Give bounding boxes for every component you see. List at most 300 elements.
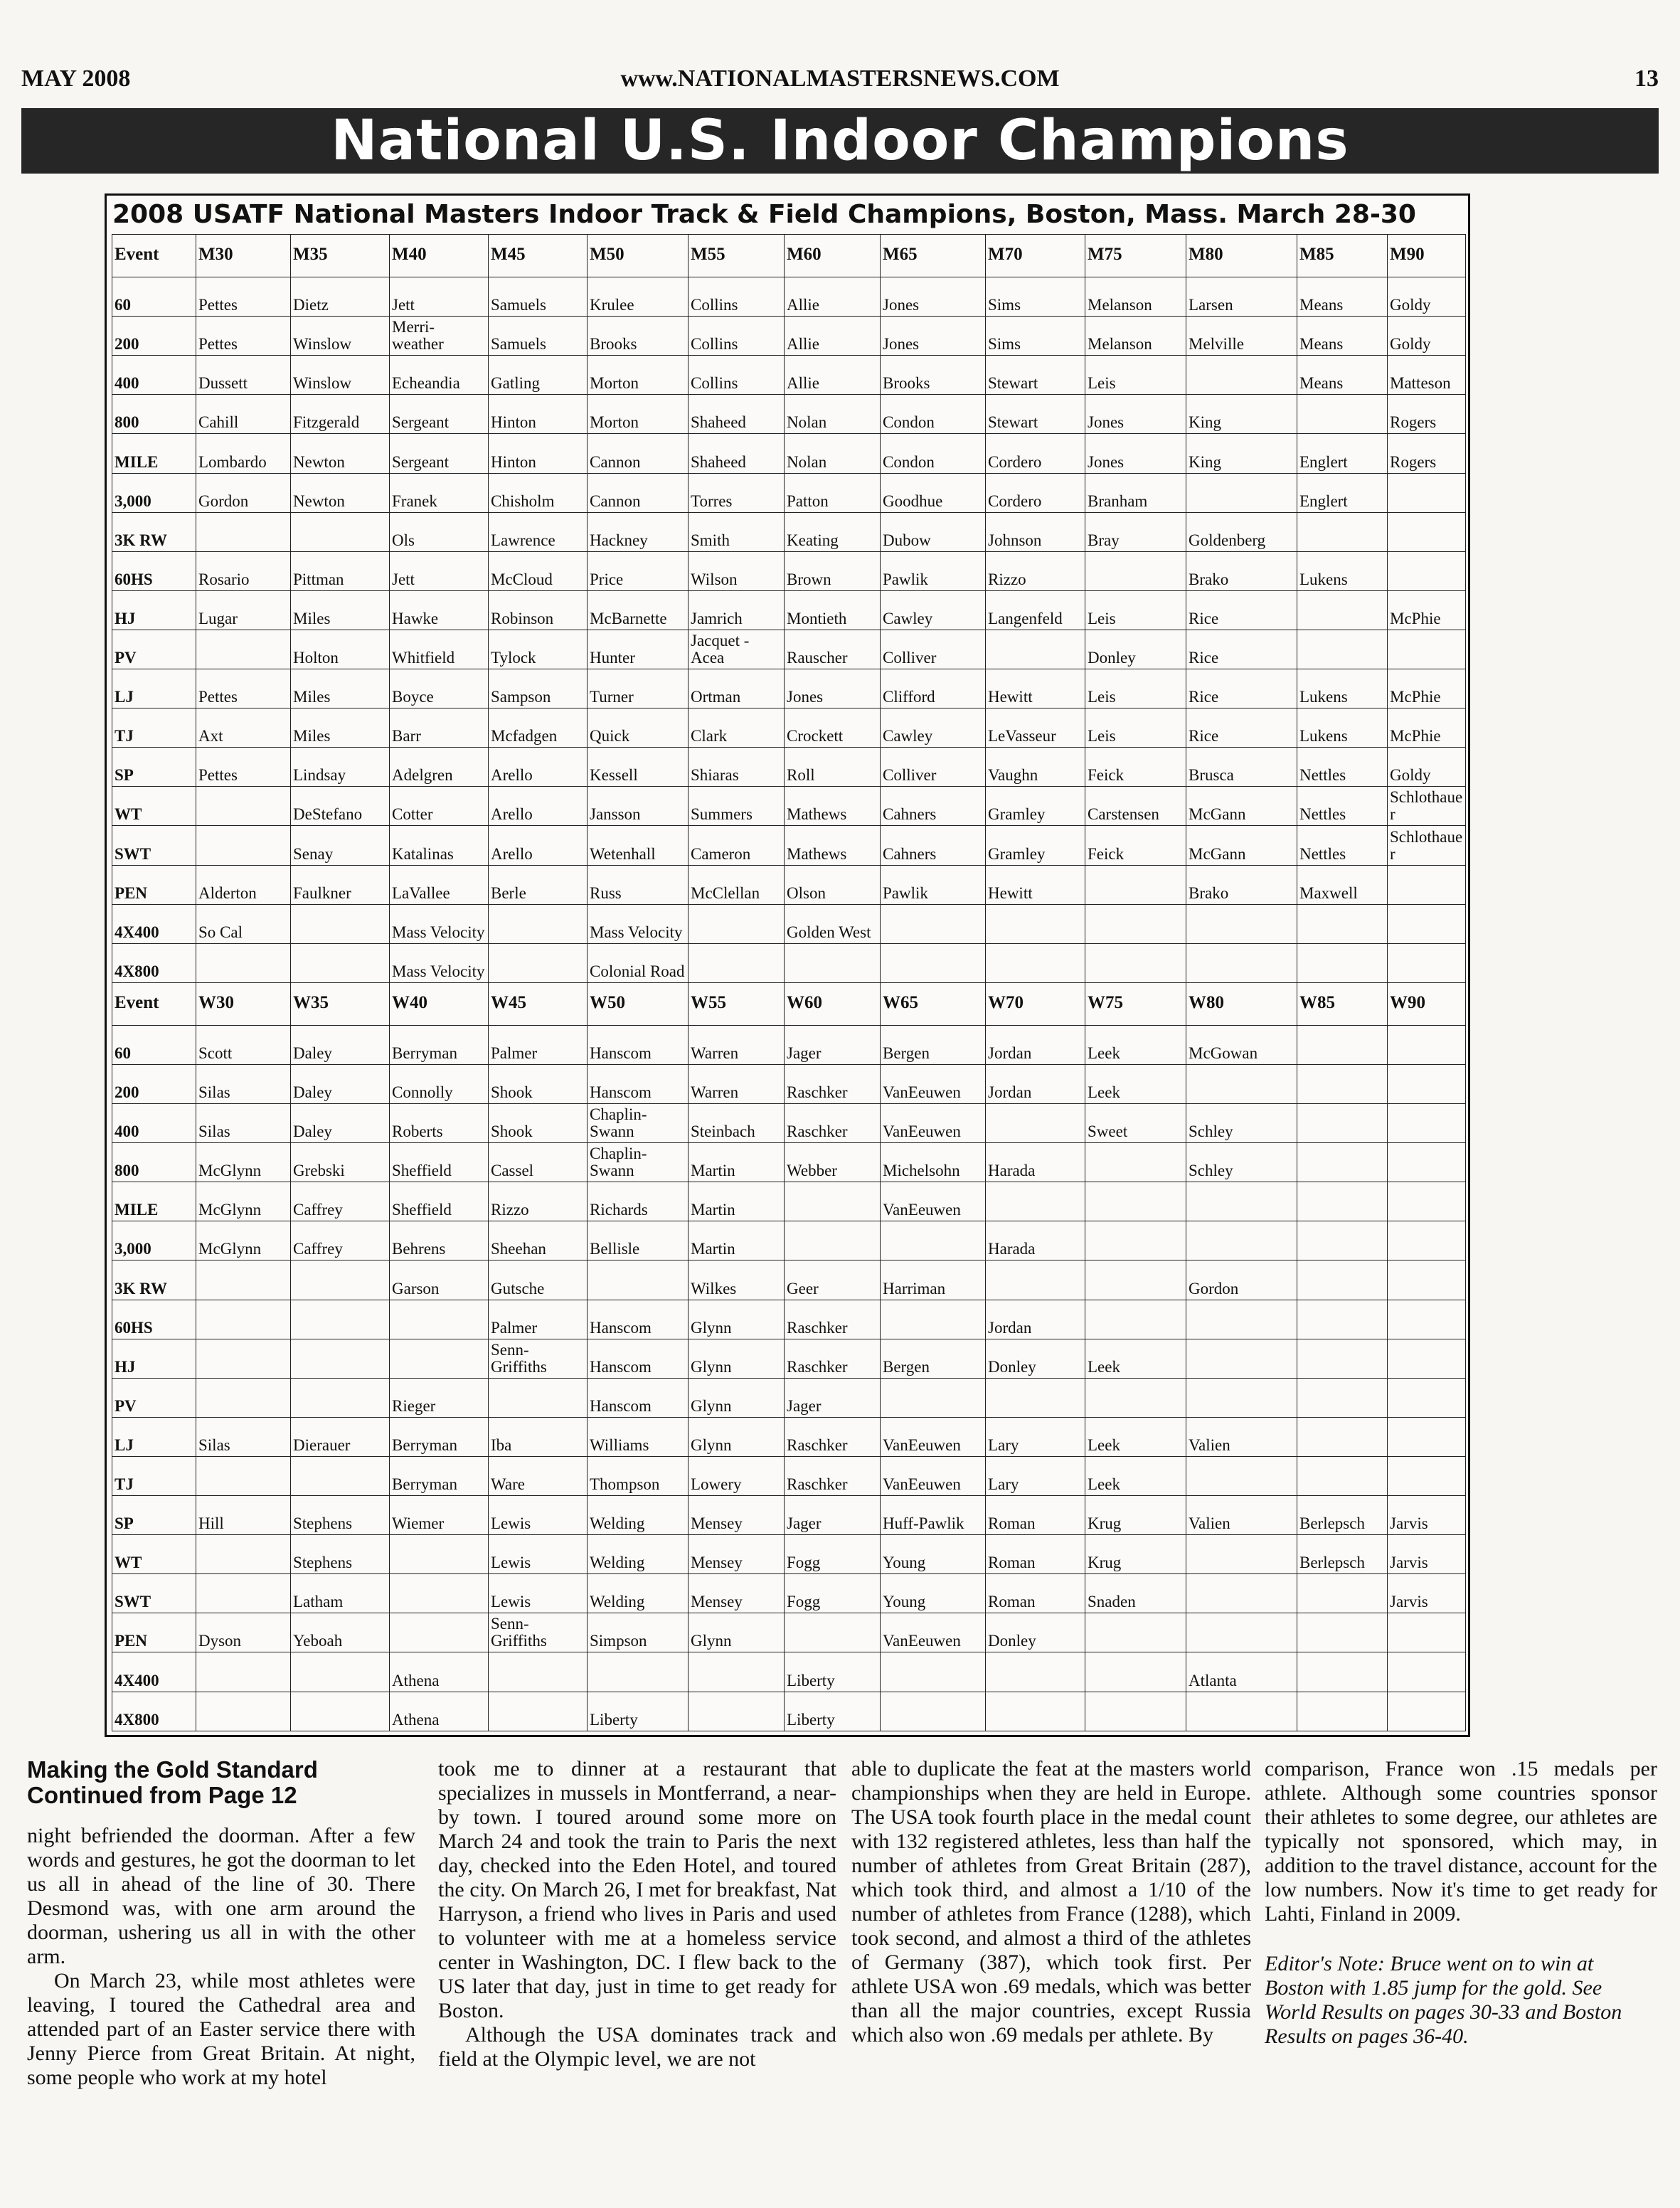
article-paragraph: able to duplicate the feat at the masters world championships when they are held in Europe. The USA took fourth place in the medal count with 132 registered athletes, less than half the number of athletes from Great Britain (287), which took third, and almost a 1/10 of the number of athletes from France (1288), which took second, and almost a third of the athletes of Germany (387), which took first. Per athlete USA won .69 medals, which was better than all the major countries, except Russia which also won .69 medals per athlete. By <box>851 1757 1251 2047</box>
champion-cell: Keating <box>785 512 881 551</box>
champion-cell: Pittman <box>291 551 390 590</box>
champion-cell: Brooks <box>588 317 689 356</box>
champion-cell: Leis <box>1085 356 1186 395</box>
table-row <box>112 865 1466 904</box>
champion-cell: Lindsay <box>291 748 390 787</box>
champion-cell: Gordon <box>1186 1260 1297 1300</box>
champion-cell <box>1186 1535 1297 1574</box>
champion-cell: Wiemer <box>390 1496 489 1535</box>
champion-cell: Lowery <box>689 1456 785 1495</box>
champion-cell: Shook <box>489 1104 588 1143</box>
champion-cell: Glynn <box>689 1339 785 1378</box>
champion-cell <box>785 943 881 982</box>
champion-cell: Collins <box>689 277 785 317</box>
champion-cell: Jordan <box>986 1065 1085 1104</box>
age-group-header: W45 <box>489 982 588 1025</box>
champion-cell: Yeboah <box>291 1613 390 1652</box>
champion-cell: Young <box>881 1535 986 1574</box>
champion-cell: Mcfadgen <box>489 708 588 748</box>
event-cell: 60HS <box>112 551 196 590</box>
champion-cell <box>1388 1456 1466 1495</box>
champion-cell: Allie <box>785 277 881 317</box>
champion-cell: Caffrey <box>291 1182 390 1221</box>
champion-cell <box>1388 1613 1466 1652</box>
champion-cell: Jacquet -Acea <box>689 630 785 669</box>
champion-cell: Jones <box>1085 434 1186 473</box>
article-paragraph: comparison, France won .15 medals per athlete. Although some countries sponsor their athletes to some degree, our athletes are typically not sponsored, which may, in addition to the travel distance, account for the low numbers. Now it's time to get ready for Lahti, Finland in 2009. <box>1265 1757 1657 1926</box>
champion-cell: Hackney <box>588 512 689 551</box>
champion-cell: Cahners <box>881 826 986 865</box>
champion-cell <box>1085 551 1186 590</box>
champion-cell <box>1186 1456 1297 1495</box>
champion-cell <box>1186 1339 1297 1378</box>
champion-cell <box>1085 904 1186 943</box>
champion-cell <box>1388 1260 1466 1300</box>
champion-cell: Rice <box>1186 669 1297 708</box>
champion-cell <box>1388 1652 1466 1692</box>
champion-cell: Dussett <box>196 356 291 395</box>
champion-cell: Pawlik <box>881 865 986 904</box>
champion-cell: Samuels <box>489 317 588 356</box>
page-number: 13 <box>1634 65 1659 92</box>
champion-cell: Arello <box>489 826 588 865</box>
event-column-header: Event <box>112 982 196 1025</box>
champion-cell: Richards <box>588 1182 689 1221</box>
champion-cell: Daley <box>291 1065 390 1104</box>
champion-cell <box>1297 1025 1388 1064</box>
champion-cell: Lukens <box>1297 708 1388 748</box>
champion-cell: Martin <box>689 1221 785 1260</box>
champion-cell: Means <box>1297 277 1388 317</box>
champion-cell: Caffrey <box>291 1221 390 1260</box>
champion-cell: VanEeuwen <box>881 1417 986 1456</box>
champion-cell: Huff-Pawlik <box>881 1496 986 1535</box>
champion-cell: Boyce <box>390 669 489 708</box>
table-row <box>112 630 1466 669</box>
champion-cell: Colliver <box>881 630 986 669</box>
section-banner: National U.S. Indoor Champions <box>21 108 1659 174</box>
champion-cell: VanEeuwen <box>881 1104 986 1143</box>
champion-cell <box>291 1378 390 1417</box>
editor-note: Editor's Note: Bruce went on to win at Boston with 1.85 jump for the gold. See World Results on pages 30-33 and Boston Results on pages 36-40. <box>1265 1952 1622 2048</box>
age-group-header: W80 <box>1186 982 1297 1025</box>
champion-cell: Warren <box>689 1025 785 1064</box>
champion-cell: Pettes <box>196 669 291 708</box>
champion-cell: Condon <box>881 395 986 434</box>
champion-cell <box>1297 904 1388 943</box>
event-cell: 60HS <box>112 1300 196 1339</box>
champion-cell: Lewis <box>489 1574 588 1613</box>
champion-cell: Turner <box>588 669 689 708</box>
champion-cell: Cahill <box>196 395 291 434</box>
women-header-row <box>112 982 1466 1025</box>
champion-cell: Gramley <box>986 787 1085 826</box>
event-cell: 60 <box>112 277 196 317</box>
champion-cell <box>1388 1182 1466 1221</box>
champion-cell <box>1186 1613 1297 1652</box>
champion-cell: Schlothauer <box>1388 787 1466 826</box>
age-group-header: W90 <box>1388 982 1466 1025</box>
champion-cell <box>291 1652 390 1692</box>
champion-cell: Raschker <box>785 1065 881 1104</box>
table-row <box>112 473 1466 512</box>
champion-cell: Hanscom <box>588 1300 689 1339</box>
champion-cell: Hanscom <box>588 1339 689 1378</box>
champions-table-box <box>105 193 1470 1737</box>
champion-cell: Colonial Road <box>588 943 689 982</box>
champion-cell: Clifford <box>881 669 986 708</box>
event-cell: SP <box>112 1496 196 1535</box>
champion-cell: Hawke <box>390 590 489 630</box>
champion-cell: Jones <box>881 277 986 317</box>
event-cell: 3K RW <box>112 512 196 551</box>
event-cell: 400 <box>112 1104 196 1143</box>
champion-cell <box>196 1260 291 1300</box>
champion-cell <box>1388 1065 1466 1104</box>
champion-cell <box>1297 590 1388 630</box>
champion-cell: Englert <box>1297 473 1388 512</box>
champion-cell: Johnson <box>986 512 1085 551</box>
champion-cell: Mathews <box>785 787 881 826</box>
champion-cell: Shaheed <box>689 434 785 473</box>
champion-cell <box>689 1692 785 1731</box>
champion-cell: Roman <box>986 1535 1085 1574</box>
champion-cell <box>1186 1221 1297 1260</box>
champion-cell <box>390 1300 489 1339</box>
men-header-row <box>112 235 1466 277</box>
champion-cell <box>1388 551 1466 590</box>
age-group-header: M90 <box>1388 235 1466 277</box>
event-cell: LJ <box>112 669 196 708</box>
event-cell: 200 <box>112 317 196 356</box>
table-row <box>112 317 1466 356</box>
event-cell: PEN <box>112 1613 196 1652</box>
article-column-2 <box>438 1757 836 2071</box>
champion-cell: Stewart <box>986 356 1085 395</box>
champion-cell: Goldy <box>1388 317 1466 356</box>
event-cell: 4X800 <box>112 943 196 982</box>
champion-cell: Barr <box>390 708 489 748</box>
champion-cell: Clark <box>689 708 785 748</box>
table-row <box>112 748 1466 787</box>
champion-cell: Stephens <box>291 1535 390 1574</box>
champion-cell: Grebski <box>291 1143 390 1182</box>
champion-cell: Branham <box>1085 473 1186 512</box>
champion-cell: Gramley <box>986 826 1085 865</box>
champion-cell <box>1388 1417 1466 1456</box>
champion-cell: Newton <box>291 434 390 473</box>
champion-cell: Schlothauer <box>1388 826 1466 865</box>
champion-cell: Nettles <box>1297 826 1388 865</box>
article-paragraph: On March 23, while most athletes were leaving, I toured the Cathedral area and attended part of an Easter service there with Jenny Pierce from Great Britain. At night, some people who work at my hotel <box>27 1969 415 2089</box>
champion-cell: Englert <box>1297 434 1388 473</box>
champion-cell <box>1388 1143 1466 1182</box>
age-group-header: W55 <box>689 982 785 1025</box>
champion-cell: Rice <box>1186 590 1297 630</box>
champion-cell <box>588 1260 689 1300</box>
champion-cell: Brown <box>785 551 881 590</box>
champion-cell: Berryman <box>390 1417 489 1456</box>
champion-cell: Senay <box>291 826 390 865</box>
champion-cell: McGowan <box>1186 1025 1297 1064</box>
table-row <box>112 708 1466 748</box>
champion-cell: Lombardo <box>196 434 291 473</box>
champion-cell: Smith <box>689 512 785 551</box>
champion-cell: Bray <box>1085 512 1186 551</box>
champion-cell: Hanscom <box>588 1025 689 1064</box>
champion-cell: Sims <box>986 317 1085 356</box>
champion-cell: VanEeuwen <box>881 1613 986 1652</box>
age-group-header: W35 <box>291 982 390 1025</box>
event-cell: 4X800 <box>112 1692 196 1731</box>
champion-cell <box>1297 1652 1388 1692</box>
table-row <box>112 787 1466 826</box>
champion-cell: Cordero <box>986 473 1085 512</box>
age-group-header: W60 <box>785 982 881 1025</box>
champion-cell: Cameron <box>689 826 785 865</box>
champion-cell: Donley <box>986 1613 1085 1652</box>
champion-cell <box>1388 630 1466 669</box>
champion-cell: Hunter <box>588 630 689 669</box>
champion-cell <box>1388 1300 1466 1339</box>
champion-cell <box>1186 473 1297 512</box>
champion-cell <box>489 904 588 943</box>
champion-cell: Leis <box>1085 590 1186 630</box>
table-row <box>112 434 1466 473</box>
champion-cell: Maxwell <box>1297 865 1388 904</box>
event-column-header: Event <box>112 235 196 277</box>
champion-cell: Collins <box>689 317 785 356</box>
champion-cell <box>1085 1613 1186 1652</box>
champion-cell: Leek <box>1085 1417 1186 1456</box>
champion-cell <box>196 943 291 982</box>
table-row <box>112 1300 1466 1339</box>
champion-cell: Welding <box>588 1574 689 1613</box>
champion-cell: Gatling <box>489 356 588 395</box>
champion-cell: Miles <box>291 590 390 630</box>
champion-cell: LeVasseur <box>986 708 1085 748</box>
champion-cell: Miles <box>291 708 390 748</box>
champion-cell <box>1085 865 1186 904</box>
champion-cell: Mathews <box>785 826 881 865</box>
champion-cell: DeStefano <box>291 787 390 826</box>
table-row <box>112 551 1466 590</box>
champion-cell: McCloud <box>489 551 588 590</box>
champion-cell <box>1388 1104 1466 1143</box>
champion-cell <box>986 1104 1085 1143</box>
champion-cell: Lewis <box>489 1496 588 1535</box>
champion-cell: Goldenberg <box>1186 512 1297 551</box>
table-row <box>112 1378 1466 1417</box>
champion-cell <box>196 1574 291 1613</box>
champion-cell: Rizzo <box>489 1182 588 1221</box>
champion-cell: Cotter <box>390 787 489 826</box>
event-cell: 800 <box>112 395 196 434</box>
champion-cell: Jarvis <box>1388 1496 1466 1535</box>
champion-cell: Larsen <box>1186 277 1297 317</box>
champion-cell: Glynn <box>689 1613 785 1652</box>
champion-cell: Harriman <box>881 1260 986 1300</box>
event-cell: MILE <box>112 1182 196 1221</box>
champion-cell: Roman <box>986 1574 1085 1613</box>
champion-cell: Raschker <box>785 1456 881 1495</box>
champion-cell: Roll <box>785 748 881 787</box>
table-row <box>112 1535 1466 1574</box>
table-row <box>112 1456 1466 1495</box>
event-cell: HJ <box>112 1339 196 1378</box>
champion-cell: Merri-weather <box>390 317 489 356</box>
champion-cell: Berle <box>489 865 588 904</box>
champion-cell: Axt <box>196 708 291 748</box>
champions-table <box>112 234 1466 1731</box>
table-row <box>112 512 1466 551</box>
champion-cell: VanEeuwen <box>881 1065 986 1104</box>
champion-cell: Jett <box>390 551 489 590</box>
champion-cell: Bergen <box>881 1339 986 1378</box>
champion-cell <box>291 1300 390 1339</box>
champion-cell: Patton <box>785 473 881 512</box>
age-group-header: M40 <box>390 235 489 277</box>
age-group-header: M85 <box>1297 235 1388 277</box>
champion-cell: Jarvis <box>1388 1574 1466 1613</box>
champion-cell: Leek <box>1085 1065 1186 1104</box>
champion-cell: Fogg <box>785 1535 881 1574</box>
champion-cell <box>986 630 1085 669</box>
champion-cell: Bellisle <box>588 1221 689 1260</box>
champion-cell: Russ <box>588 865 689 904</box>
champion-cell <box>1388 1221 1466 1260</box>
champion-cell <box>196 826 291 865</box>
champion-cell: Gutsche <box>489 1260 588 1300</box>
champion-cell <box>390 1339 489 1378</box>
champion-cell <box>1085 1300 1186 1339</box>
event-cell: TJ <box>112 708 196 748</box>
champion-cell: Rice <box>1186 708 1297 748</box>
champion-cell: Price <box>588 551 689 590</box>
champion-cell: Brooks <box>881 356 986 395</box>
champion-cell <box>489 943 588 982</box>
age-group-header: M75 <box>1085 235 1186 277</box>
champion-cell <box>986 1182 1085 1221</box>
champion-cell: Hinton <box>489 434 588 473</box>
champion-cell <box>196 512 291 551</box>
champion-cell: Cawley <box>881 708 986 748</box>
champion-cell: Glynn <box>689 1417 785 1456</box>
champion-cell: Cannon <box>588 434 689 473</box>
table-title: 2008 USATF National Masters Indoor Track & Field Champions, Boston, Mass. March 28-30 <box>112 200 1416 229</box>
page-header <box>21 65 1659 100</box>
champion-cell: LaVallee <box>390 865 489 904</box>
champion-cell: Adelgren <box>390 748 489 787</box>
champion-cell: Roberts <box>390 1104 489 1143</box>
age-group-header: M50 <box>588 235 689 277</box>
champion-cell: Mensey <box>689 1496 785 1535</box>
champion-cell <box>291 904 390 943</box>
champion-cell: Wetenhall <box>588 826 689 865</box>
age-group-header: W30 <box>196 982 291 1025</box>
champion-cell: Rizzo <box>986 551 1085 590</box>
champion-cell <box>1186 1065 1297 1104</box>
champion-cell: Robinson <box>489 590 588 630</box>
champion-cell: Hinton <box>489 395 588 434</box>
champion-cell: McPhie <box>1388 590 1466 630</box>
champion-cell: Quick <box>588 708 689 748</box>
champion-cell: Sweet <box>1085 1104 1186 1143</box>
age-group-header: W85 <box>1297 982 1388 1025</box>
age-group-header: M70 <box>986 235 1085 277</box>
champion-cell: Simpson <box>588 1613 689 1652</box>
champion-cell: Lary <box>986 1456 1085 1495</box>
champion-cell <box>291 1692 390 1731</box>
champion-cell: Feick <box>1085 748 1186 787</box>
champion-cell: Schley <box>1186 1104 1297 1143</box>
champion-cell: Pettes <box>196 277 291 317</box>
champion-cell: Leis <box>1085 669 1186 708</box>
champion-cell: Allie <box>785 356 881 395</box>
champion-cell: Jett <box>390 277 489 317</box>
table-row <box>112 1025 1466 1064</box>
champion-cell <box>390 1613 489 1652</box>
champion-cell <box>986 904 1085 943</box>
champion-cell: Nettles <box>1297 748 1388 787</box>
champion-cell: Rogers <box>1388 395 1466 434</box>
champion-cell: Alderton <box>196 865 291 904</box>
champion-cell: Martin <box>689 1182 785 1221</box>
champion-cell: Berlepsch <box>1297 1535 1388 1574</box>
champion-cell <box>291 1339 390 1378</box>
event-cell: SWT <box>112 1574 196 1613</box>
champion-cell: Warren <box>689 1065 785 1104</box>
champion-cell: Rieger <box>390 1378 489 1417</box>
champion-cell <box>785 1182 881 1221</box>
article-paragraph: took me to dinner at a restaurant that specializes in mussels in Montferrand, a near-by town. I toured around some more on March 24 and took the train to Paris the next day, checked into the Eden Hotel, and toured the city. On March 26, I met for breakfast, Nat Harryson, a friend who lives in Paris and used to volunteer with me at a homeless service center in Washington, DC. I flew back to the US later that day, just in time to get ready for Boston. <box>438 1757 836 2022</box>
table-row <box>112 1613 1466 1652</box>
table-row <box>112 1104 1466 1143</box>
champion-cell: Silas <box>196 1104 291 1143</box>
article-column-1 <box>27 1757 415 2090</box>
event-cell: 60 <box>112 1025 196 1064</box>
champion-cell: Connolly <box>390 1065 489 1104</box>
age-group-header: M55 <box>689 235 785 277</box>
table-row <box>112 356 1466 395</box>
champion-cell: Krug <box>1085 1535 1186 1574</box>
champion-cell: Mass Velocity <box>588 904 689 943</box>
champion-cell: Nettles <box>1297 787 1388 826</box>
champion-cell: Berryman <box>390 1025 489 1064</box>
champion-cell: Snaden <box>1085 1574 1186 1613</box>
champion-cell <box>1186 1300 1297 1339</box>
champion-cell <box>291 1260 390 1300</box>
article-paragraph: Although the USA dominates track and field at the Olympic level, we are not <box>438 2023 836 2071</box>
champion-cell: Sheffield <box>390 1182 489 1221</box>
champion-cell <box>196 630 291 669</box>
champion-cell: Leek <box>1085 1025 1186 1064</box>
champion-cell <box>881 1221 986 1260</box>
table-row <box>112 943 1466 982</box>
champion-cell <box>489 1692 588 1731</box>
champion-cell: Hill <box>196 1496 291 1535</box>
champion-cell <box>1085 1378 1186 1417</box>
champion-cell: Cannon <box>588 473 689 512</box>
champion-cell: Daley <box>291 1025 390 1064</box>
table-row <box>112 277 1466 317</box>
table-body <box>112 235 1466 1731</box>
champion-cell: Katalinas <box>390 826 489 865</box>
champion-cell: Jordan <box>986 1025 1085 1064</box>
champion-cell: McPhie <box>1388 708 1466 748</box>
event-cell: 3K RW <box>112 1260 196 1300</box>
champion-cell: Sheehan <box>489 1221 588 1260</box>
